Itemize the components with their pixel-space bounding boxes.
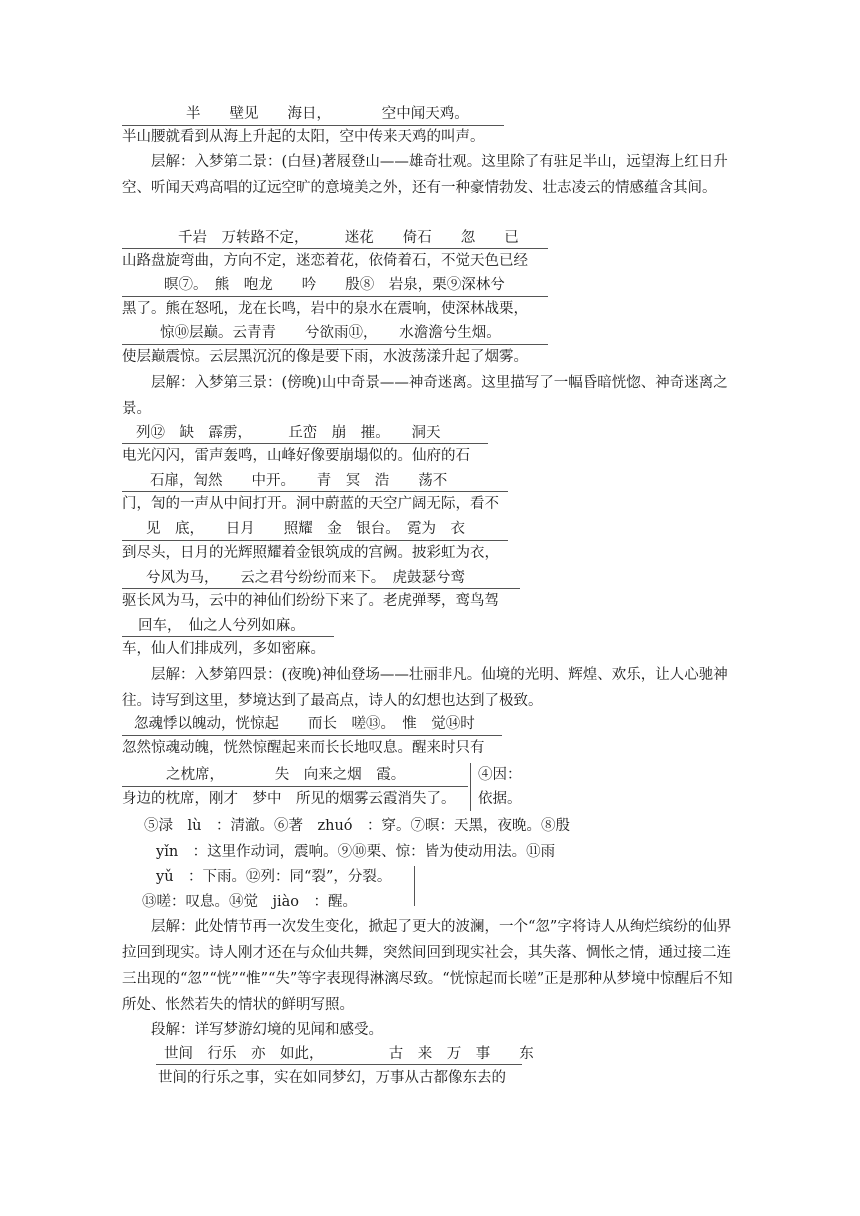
divider xyxy=(156,1064,522,1065)
translation-line-1: 半山腰就看到从海上升起的太阳，空中传来天鸡的叫声。 xyxy=(122,129,485,145)
analysis-paragraph-2: 层解：入梦第三景：(傍晚)山中奇景——神奇迷离。这里描写了一幅昏暗恍惚、神奇迷离之景。 xyxy=(122,375,728,417)
original-line-9: 回车， 仙之人兮列如麻。 xyxy=(138,618,305,634)
note-bracket-left xyxy=(470,763,471,811)
notes-line-1: ⑤渌 lù ：清澈。⑥著 zhuó ：穿。⑦暝：天黑，夜晚。⑧殷 xyxy=(144,818,571,834)
divider xyxy=(122,588,520,589)
original-line-10: 忽魂悸以魄动，恍惊起 而长 嗟⑬。 惟 觉⑭时 xyxy=(134,716,475,732)
original-line-5: 列⑫ 缺 霹雳， 丘峦 崩 摧。 洞天 xyxy=(136,425,441,441)
divider xyxy=(122,786,468,787)
divider xyxy=(122,735,502,736)
translation-line-6: 门，訇的一声从中间打开。洞中蔚蓝的天空广阔无际，看不 xyxy=(122,496,499,512)
original-line-7: 见 底， 日月 照耀 金 银台。 霓为 衣 xyxy=(146,521,465,537)
notes-line-4: ⑬嗟：叹息。⑭觉 jiào ：醒。 xyxy=(142,894,358,910)
translation-line-4: 使层巅震惊。云层黑沉沉的像是要下雨，水波荡漾升起了烟雾。 xyxy=(122,349,528,365)
translation-line-5: 电光闪闪，雷声轰鸣，山峰好像要崩塌似的。仙府的石 xyxy=(122,448,470,464)
divider xyxy=(122,491,508,492)
notes-line-3: yǔ ：下雨。⑫列：同“裂”，分裂。 xyxy=(156,869,392,885)
original-line-6: 石扉，訇然 中开。 青 冥 浩 荡不 xyxy=(150,473,448,489)
divider xyxy=(122,540,508,541)
translation-line-3: 黑了。熊在怒吼，龙在长鸣，岩中的泉水在震响，使深林战栗， xyxy=(122,301,528,317)
divider xyxy=(122,125,504,126)
note-4-line-2: 依据。 xyxy=(478,791,522,807)
divider xyxy=(122,248,548,249)
divider xyxy=(122,636,334,637)
analysis-paragraph-1: 层解：入梦第二景：(白昼)著屐登山——雄奇壮观。这里除了有驻足半山，远望海上红日升空、听闻天鸡高唱的辽远空旷的意境美之外，还有一种豪情勃发、壮志凌云的情感蕴含其间。 xyxy=(122,154,728,196)
original-line-11: 之枕席， 失 向来之烟 霞。 xyxy=(166,767,406,783)
translation-line-2: 山路盘旋弯曲，方向不定，迷恋着花，依倚着石，不觉天色已经 xyxy=(122,253,528,269)
analysis-paragraph-4: 层解：此处情节再一次发生变化，掀起了更大的波澜，一个“忽”字将诗人从绚烂缤纷的仙界拉回到现实。诗人刚才还在与众仙共舞，突然间回到现实社会，其失落、惆怅之情，通过接二连三出现的“忽”“恍”“惟”“失”等字表现得淋漓尽致。“恍惊起而长嗟”正是那种从梦境中惊醒后不知所处、怅然若失的情状的鲜明写照。 xyxy=(122,919,733,1013)
original-line-8: 兮风为马， 云之君兮纷纷而来下。 虎鼓瑟兮鸾 xyxy=(146,570,465,586)
original-line-4: 惊⑩层巅。云青青 兮欲雨⑪， 水澹澹兮生烟。 xyxy=(160,325,501,341)
translation-line-7: 到尽头，日月的光辉照耀着金银筑成的宫阙。披彩虹为衣， xyxy=(122,545,499,561)
original-line-3: 暝⑦。 熊 咆龙 吟 殷⑧ 岩泉，栗⑨深林兮 xyxy=(164,277,505,293)
original-line-2: 千岩 万转路不定， 迷花 倚石 忽 已 xyxy=(178,230,519,246)
note-4-line-1: ④因： xyxy=(478,767,522,783)
section-summary: 段解：详写梦游幻境的见闻和感受。 xyxy=(151,1022,383,1038)
original-line-12: 世间 行乐 亦 如此， 古 来 万 事 东 xyxy=(164,1046,534,1062)
analysis-paragraph-3: 层解：入梦第四景：(夜晚)神仙登场——壮丽非凡。仙境的光明、辉煌、欢乐，让人心驰神往。诗写到这里，梦境达到了最高点，诗人的幻想也达到了极致。 xyxy=(122,667,728,709)
divider xyxy=(122,296,548,297)
divider xyxy=(122,344,548,345)
original-line-1: 半 壁见 海日， 空中闻天鸡。 xyxy=(186,106,469,122)
translation-line-10: 忽然惊魂动魄，恍然惊醒起来而长长地叹息。醒来时只有 xyxy=(122,740,485,756)
notes-line-2: yǐn ：这里作动词，震响。⑨⑩栗、惊：皆为使动用法。⑪雨 xyxy=(156,844,556,860)
note-bracket-right xyxy=(414,866,415,906)
translation-line-12: 世间的行乐之事，实在如同梦幻，万事从古都像东去的 xyxy=(158,1070,506,1086)
translation-line-8: 驱长风为马，云中的神仙们纷纷下来了。老虎弹琴，鸾鸟驾 xyxy=(122,593,499,609)
translation-line-11: 身边的枕席，刚才 梦中 所见的烟雾云霞消失了。 xyxy=(122,791,456,807)
translation-line-9: 车，仙人们排成列，多如密麻。 xyxy=(122,641,325,657)
divider xyxy=(122,443,488,444)
